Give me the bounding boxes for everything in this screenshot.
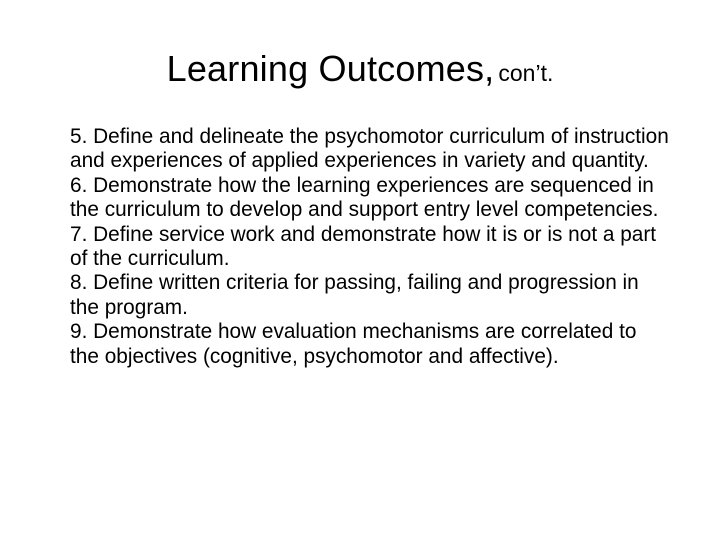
slide-title-suffix: con’t. (498, 60, 554, 86)
outcome-item-8: 8. Define written criteria for passing, failing and progression in the program. (70, 271, 639, 319)
outcome-item-9: 9. Demonstrate how evaluation mechanisms are correlated to the objectives (cognitive, psychomotor and affective). (70, 320, 637, 368)
outcome-item-7: 7. Define service work and demonstrate how it is or is not a part of the curriculum. (70, 222, 657, 271)
outcome-item-5: 5. Define and delineate the psychomotor curriculum of instruction and experiences of applied experiences in variety and quantity. (70, 125, 669, 173)
outcomes-list (70, 125, 670, 369)
slide-title-main: Learning Outcomes, (166, 48, 495, 89)
outcome-item-6: 6. Demonstrate how the learning experiences are sequenced in the curriculum to develop and support entry level competencies. (70, 173, 659, 222)
slide-title (0, 42, 720, 100)
